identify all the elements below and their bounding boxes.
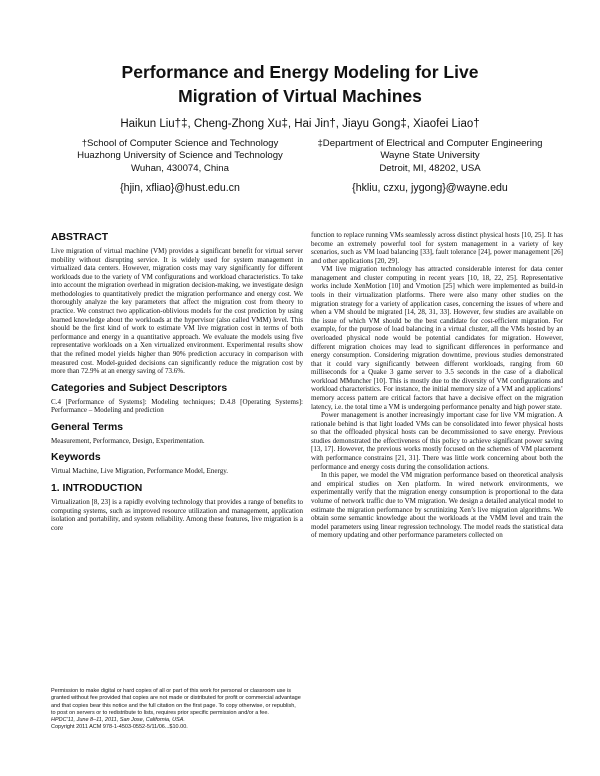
affiliation-right-dept: ‡Department of Electrical and Computer Engineering xyxy=(317,138,543,149)
affiliation-left-univ: Huazhong University of Science and Technology xyxy=(77,150,283,162)
author-list: Haikun Liu†‡, Cheng-Zhong Xu‡, Hai Jin†, Jiayu Gong‡, Xiaofei Liao† xyxy=(120,118,480,130)
keywords-heading: Keywords xyxy=(51,452,101,464)
general-terms-text: Measurement, Performance, Design, Experimentation. xyxy=(51,436,205,445)
affiliation-right-email: {hkliu, czxu, jygong}@wayne.edu xyxy=(352,182,508,195)
intro-paragraph-4: In this paper, we model the VM migration performance based on theoretical analysis and empirical studies on Xen platform. In wired network environments, we experimentally verify that the migration energy consumption is proportional to the data volume of network traffic due to VM migration. We design a detailed analytical model to estimate the migration performance by scrutinizing Xen’s live migration algorithms. We obtain some semantic knowledge about the workloads at the VMM level and train the model parameters using linear regression technology. The model reads the statistical data of memory updating and other performance parameters collected on xyxy=(311,471,563,540)
keywords-text: Virtual Machine, Live Migration, Performance Model, Energy. xyxy=(51,467,229,476)
introduction-text: Virtualization [8, 23] is a rapidly evolving technology that provides a range of benefits to computing systems, such as improved resource utilization and management, application isolation and portability, and system reliability. Among these features, live migration is a core xyxy=(51,497,303,532)
venue-line xyxy=(51,717,301,724)
affiliation-left-email: {hjin, xfliao}@hust.edu.cn xyxy=(120,182,240,195)
intro-paragraph-1: function to replace running VMs seamlessly across distinct physical hosts [10, 25]. It has become an extremely powerful tool for system management in a variety of key scenarios, such as VM load balancing [33], fault tolerance [24], power management [26] and other applications [20, 29]. xyxy=(311,231,563,265)
copyright-line: Copyright 2011 ACM 978-1-4503-0552-5/11/06...$10.00. xyxy=(51,724,188,731)
copyright-notice xyxy=(51,688,301,732)
paper-title xyxy=(50,60,550,108)
categories-text: C.4 [Performance of Systems]: Modeling techniques; D.4.8 [Operating Systems]: Performance – Modeling and prediction xyxy=(51,397,303,415)
general-terms-heading: General Terms xyxy=(51,421,123,433)
affiliation-right-univ: Wayne State University xyxy=(380,150,480,162)
intro-paragraph-2: VM live migration technology has attracted considerable interest for data center management and cluster computing in recent years [10, 18, 22, 25]. Representative works include XenMotion [10] and Vmotion [25] which were implemented as build-in tools in their virtualization platforms. There were also many other studies on the migration strategy for a variety of application cases, concerning the issues of where and when a VM should be migrated [14, 28, 31, 33]. However, few studies are available on the issue of which VM should be the best candidate for cost-efficient migration. For example, for the purpose of load balancing in a virtual cluster, all the VMs hosted by an overloaded physical node would be potential candidates for migration. However, different migration choices may lead to significant differences in performance and energy consumption. Considering migration downtime, previous studies demonstrated that it could vary significantly between different workloads, ranging from 60 milliseconds for a Quake 3 game server to 3.5 seconds in the case of a diabolical workload MMuncher [10]. This is mostly due to the diversity of VM configurations and workload characteristics. For instance, the initial memory size of a VM and applications’ memory access pattern are critical factors that have a decisive effect on the migration latency, i.e. the total time a VM is undergoing performance penalty and high power state. xyxy=(311,265,563,411)
left-column xyxy=(51,232,303,532)
right-column xyxy=(311,231,563,540)
affiliation-right-city: Detroit, MI, 48202, USA xyxy=(379,162,481,174)
title-line-2: Migration of Virtual Machines xyxy=(178,86,422,106)
abstract-heading: ABSTRACT xyxy=(51,232,109,243)
categories-heading: Categories and Subject Descriptors xyxy=(51,382,228,394)
affiliation-left-dept: †School of Computer Science and Technology xyxy=(81,138,279,149)
affiliation-right xyxy=(305,138,555,195)
intro-paragraph-3: Power management is another increasingly important case for live VM migration. A rationale behind is that light loaded VMs can be consolidated into fewer physical hosts so that the offloaded physical hosts can be decommissioned to save energy. Previous studies demonstrated the effectiveness of this policy to achieve significant power saving [13, 17]. However, the previous works mostly focused on the schemes of VM placement with performance constrains [21, 31]. There was little work concerning about both the performance and energy costs during the consolidation actions. xyxy=(311,411,563,471)
affiliation-left-city: Wuhan, 430074, China xyxy=(131,162,229,174)
permission-text: Permission to make digital or hard copies of all or part of this work for personal or classroom use is granted without fee provided that copies are not made or distributed for profit or commercial advantage and that copies bear this notice and the full citation on the first page. To copy otherwise, or republish, to post on servers or to redistribute to lists, requires prior specific permission and/or a fee. xyxy=(51,688,301,716)
abstract-text: Live migration of virtual machine (VM) provides a significant benefit for virtual server mobility without disrupting service. It is widely used for system management in virtualized data centers. However, migration costs may vary significantly for different workloads due to the variety of VM configurations and workload characteristics. To take into account the migration overhead in migration decision-making, we investigate design methodologies to quantitatively predict the migration performance and energy cost. We thoroughly analyze the key parameters that affect the migration cost from theory to practice. We construct two application-oblivious models for the cost prediction by using learned knowledge about the workloads at the hypervisor (also called VMM) level. This should be the first kind of work to estimate VM live migration cost in terms of both performance and energy in a quantitative approach. We evaluate the models using five representative workloads on a Xen virtualized environment. Experimental results show that the refined model yields higher than 90% prediction accuracy in comparison with measured cost. Model-guided decisions can significantly reduce the migration cost by more than 72.9% at an energy saving of 73.6%. xyxy=(51,247,303,376)
affiliation-left xyxy=(55,138,305,195)
venue-text: HPDC’11, June 8–11, 2011, San Jose, California, USA. xyxy=(51,717,185,724)
introduction-heading: 1. INTRODUCTION xyxy=(51,482,143,494)
title-line-1: Performance and Energy Modeling for Live xyxy=(121,62,479,82)
